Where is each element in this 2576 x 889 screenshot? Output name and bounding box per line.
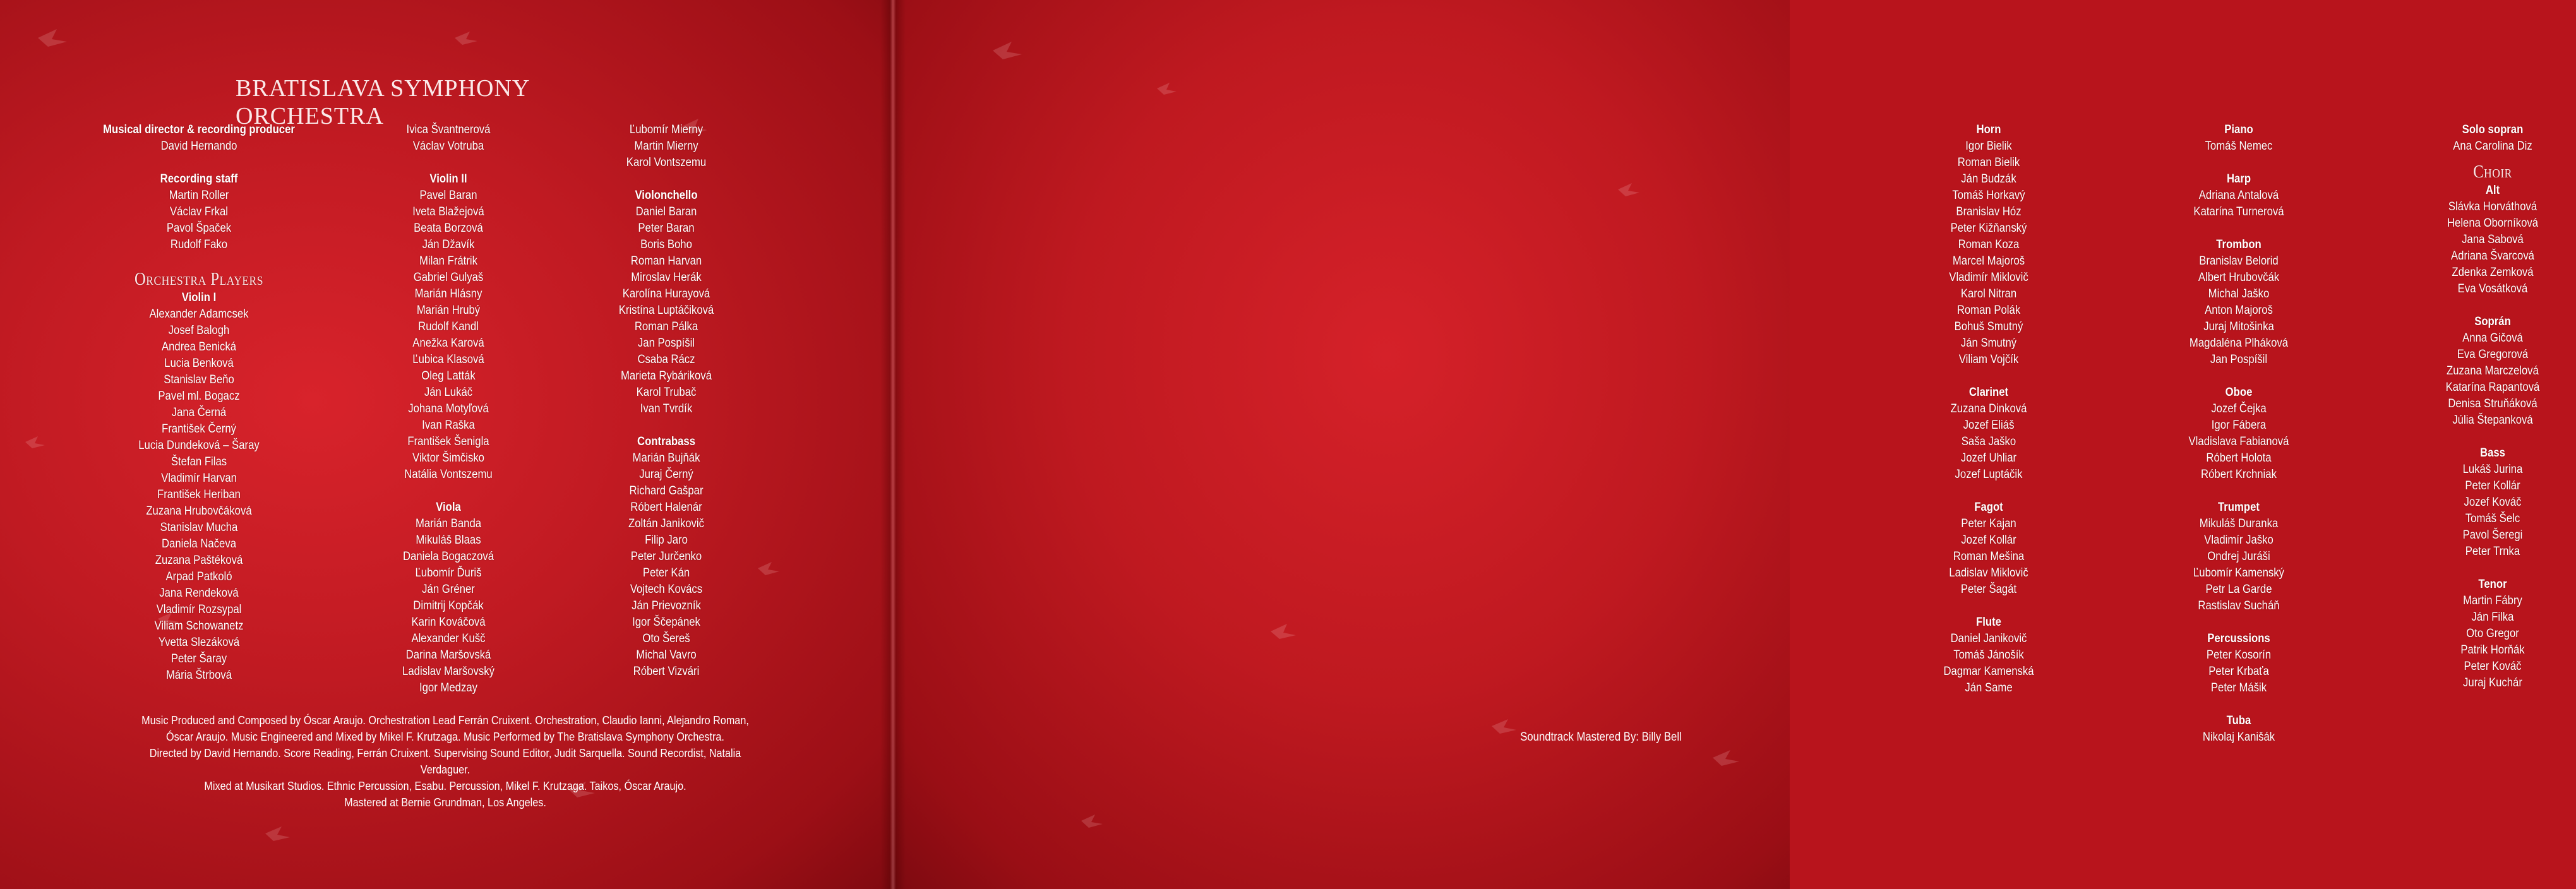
fagot-section bbox=[1905, 499, 2072, 598]
person-name: Daniel Baran bbox=[635, 205, 697, 218]
person-name: Peter Kollár bbox=[2465, 479, 2520, 492]
person-name: Marián Banda bbox=[415, 517, 482, 530]
person-name: Stanislav Beňo bbox=[164, 373, 234, 386]
person-name: Mária Štrbová bbox=[165, 669, 232, 682]
person-name: Pavol Špaček bbox=[166, 222, 232, 235]
solo-sopran-section bbox=[2409, 122, 2576, 155]
person-name: Štefan Filas bbox=[171, 455, 227, 468]
person-name: Peter Baran bbox=[638, 222, 695, 235]
person-name: Johana Motyľová bbox=[408, 402, 489, 415]
person-name: Zdenka Zemková bbox=[2452, 266, 2534, 279]
violin-2-section bbox=[365, 171, 532, 483]
continued-names bbox=[365, 122, 532, 155]
person-name: Michal Vavro bbox=[636, 648, 697, 662]
note-line: Directed by David Hernando. Score Reading, Ferrán Cruixent. Supervising Sound Editor, Judit Sarquella. Sound Recordist, Natalia Verdaguer. bbox=[149, 747, 741, 776]
bird-texture bbox=[892, 0, 1790, 889]
section-heading: Piano bbox=[2224, 123, 2253, 136]
person-name: Tomáš Horkavý bbox=[1952, 189, 2025, 202]
person-name: Petr La Garde bbox=[2205, 583, 2272, 596]
person-name: Eva Vosátková bbox=[2457, 282, 2528, 295]
person-name: Ľubomír Ďuriš bbox=[415, 566, 482, 580]
person-name: Denisa Struňáková bbox=[2448, 397, 2537, 410]
section-heading: Percussions bbox=[2207, 632, 2270, 645]
right-column-2 bbox=[2155, 122, 2322, 746]
person-name: Peter Šagát bbox=[1960, 583, 2017, 596]
section-heading: Musical director & recording producer bbox=[103, 123, 295, 136]
person-name: Kristína Luptáčiková bbox=[618, 304, 714, 317]
person-name: Václav Frkal bbox=[170, 205, 228, 218]
person-name: Vladislava Fabianová bbox=[2188, 435, 2289, 448]
director-section bbox=[90, 122, 307, 155]
person-name: Bohuš Smutný bbox=[1954, 320, 2023, 333]
person-name: Saša Jaško bbox=[1961, 435, 2016, 448]
person-name: Ján Filka bbox=[2471, 611, 2514, 624]
person-name: Rudolf Fako bbox=[170, 238, 228, 251]
person-name: Vojtech Kovács bbox=[630, 583, 703, 596]
note-line: Mixed at Musikart Studios. Ethnic Percussion, Esabu. Percussion, Mikel F. Krutzaga. Taikos, Óscar Araujo. bbox=[204, 780, 686, 792]
section-heading: Contrabass bbox=[637, 435, 695, 448]
person-name: Ľubomír Kamenský bbox=[2193, 566, 2285, 580]
person-name: Iveta Blažejová bbox=[412, 205, 484, 218]
person-name: Marcel Majoroš bbox=[1952, 254, 2025, 268]
person-name: František Šenigla bbox=[407, 435, 489, 448]
person-name: Ján Same bbox=[1965, 681, 2013, 695]
person-name: Vladimír Miklovič bbox=[1949, 271, 2028, 284]
percussions-section bbox=[2155, 631, 2322, 696]
bass-section bbox=[2409, 445, 2576, 560]
person-name: Igor Fábera bbox=[2211, 419, 2267, 432]
note-line: Music Produced and Composed by Óscar Araujo. Orchestration Lead Ferrán Cruixent. Orchestration, Claudio Ianni, Alejandro Roman, bbox=[141, 714, 749, 727]
person-name: Róbert Vizvári bbox=[633, 665, 700, 678]
sopran-section bbox=[2409, 314, 2576, 429]
person-name: Jana Sabová bbox=[2462, 233, 2524, 246]
person-name: Anna Gičová bbox=[2462, 331, 2523, 345]
production-notes bbox=[124, 712, 767, 811]
person-name: Jozef Eliáš bbox=[1963, 419, 2015, 432]
right-column-1 bbox=[1905, 122, 2072, 696]
person-name: Marián Hlásny bbox=[414, 287, 482, 301]
person-name: Zuzana Dinková bbox=[1950, 402, 2027, 415]
person-name: Viliam Schowanetz bbox=[154, 619, 244, 633]
person-name: Martin Mierny bbox=[634, 140, 698, 153]
person-name: Ladislav Maršovský bbox=[402, 665, 494, 678]
name-list bbox=[2155, 516, 2322, 614]
person-name: Adriana Švarcová bbox=[2451, 249, 2534, 263]
person-name: Zoltán Janikovič bbox=[628, 517, 704, 530]
person-name: Milan Frátrik bbox=[419, 254, 477, 268]
name-list bbox=[90, 188, 307, 253]
continued-names bbox=[583, 122, 750, 171]
person-name: David Hernando bbox=[160, 140, 237, 153]
person-name: Boris Boho bbox=[640, 238, 692, 251]
person-name: Anežka Karová bbox=[412, 337, 484, 350]
person-name: Alexander Adamcsek bbox=[149, 307, 249, 321]
orchestra-players-heading: Orchestra Players bbox=[135, 270, 263, 289]
person-name: Vladimír Harvan bbox=[161, 472, 237, 485]
name-list bbox=[1905, 401, 2072, 483]
section-heading: Violonchello bbox=[635, 189, 698, 202]
person-name: Zuzana Paštéková bbox=[155, 554, 243, 567]
person-name: Oto Šereš bbox=[642, 632, 690, 645]
person-name: Igor Bielik bbox=[1965, 140, 2012, 153]
person-name: Magdaléna Plháková bbox=[2189, 337, 2289, 350]
trombon-section bbox=[2155, 237, 2322, 368]
person-name: Karol Vontszemu bbox=[626, 156, 707, 169]
left-column-2 bbox=[365, 122, 532, 696]
person-name: Róbert Halenár bbox=[630, 501, 702, 514]
recording-staff-section bbox=[90, 171, 307, 253]
tenor-section bbox=[2409, 576, 2576, 691]
section-heading: Tenor bbox=[2478, 578, 2507, 591]
section-heading: Violin I bbox=[181, 291, 217, 304]
person-name: Csaba Rácz bbox=[637, 353, 695, 366]
section-heading: Soprán bbox=[2474, 315, 2511, 328]
person-name: Vladimír Rozsypal bbox=[156, 603, 242, 616]
section-heading: Horn bbox=[1976, 123, 2001, 136]
person-name: Pavol Šeregi bbox=[2462, 528, 2523, 542]
person-name: Daniela Bogaczová bbox=[402, 550, 494, 563]
name-list bbox=[2155, 188, 2322, 220]
name-list bbox=[583, 204, 750, 417]
person-name: Róbert Krchniak bbox=[2201, 468, 2277, 481]
person-name: Tomáš Nemec bbox=[2205, 140, 2273, 153]
person-name: Karin Kováčová bbox=[411, 616, 486, 629]
name-list bbox=[2409, 138, 2576, 155]
person-name: Zuzana Marczelová bbox=[2447, 364, 2539, 378]
oboe-section bbox=[2155, 385, 2322, 483]
person-name: Igor Medzay bbox=[419, 681, 477, 695]
person-name: Ivan Raška bbox=[422, 419, 475, 432]
person-name: Slávka Horváthová bbox=[2448, 200, 2537, 213]
tuba-section bbox=[2155, 713, 2322, 746]
person-name: Filip Jaro bbox=[645, 534, 688, 547]
person-name: Lucia Dundeková – Šaray bbox=[138, 439, 260, 452]
person-name: Patrik Horňák bbox=[2460, 643, 2525, 657]
person-name: Roman Koza bbox=[1958, 238, 2020, 251]
section-heading: Fagot bbox=[1974, 501, 2003, 514]
person-name: Mikuláš Duranka bbox=[2199, 517, 2279, 530]
name-list bbox=[2155, 401, 2322, 483]
person-name: Tomáš Jánošík bbox=[1953, 648, 2024, 662]
right-column-3 bbox=[2409, 122, 2576, 691]
person-name: Ladislav Miklovič bbox=[1949, 566, 2028, 580]
person-name: Karol Trubač bbox=[636, 386, 697, 399]
name-list bbox=[90, 306, 307, 684]
person-name: Albert Hrubovčák bbox=[2198, 271, 2280, 284]
person-name: Peter Kán bbox=[642, 566, 690, 580]
person-name: Nikolaj Kanišák bbox=[2202, 731, 2275, 744]
left-page bbox=[0, 0, 892, 889]
person-name: Ján Prievozník bbox=[632, 599, 701, 612]
person-name: Zuzana Hrubovčáková bbox=[146, 504, 252, 518]
clarinet-section bbox=[1905, 385, 2072, 483]
section-heading: Bass bbox=[2480, 446, 2505, 460]
person-name: Jana Černá bbox=[171, 406, 227, 419]
person-name: Ján Lukáč bbox=[424, 386, 473, 399]
person-name: Daniela Načeva bbox=[161, 537, 237, 551]
section-heading: Tuba bbox=[2226, 714, 2251, 727]
person-name: Peter Trnka bbox=[2465, 545, 2520, 558]
section-heading: Solo sopran bbox=[2462, 123, 2524, 136]
left-column-1 bbox=[90, 122, 307, 684]
orchestra-players-section bbox=[90, 270, 307, 684]
name-list bbox=[1905, 138, 2072, 368]
contrabass-section bbox=[583, 434, 750, 680]
person-name: Igor Ščepánek bbox=[632, 616, 700, 629]
section-heading: Recording staff bbox=[160, 172, 238, 186]
name-list bbox=[365, 516, 532, 696]
person-name: Pavel ml. Bogacz bbox=[158, 390, 240, 403]
name-list bbox=[2409, 462, 2576, 560]
mastering-credit: Soundtrack Mastered By: Billy Bell bbox=[1520, 731, 1682, 744]
person-name: Marieta Rybáriková bbox=[620, 369, 712, 383]
person-name: Gabriel Gulyaš bbox=[413, 271, 484, 284]
name-list bbox=[1905, 631, 2072, 696]
person-name: Darina Maršovská bbox=[405, 648, 491, 662]
person-name: Martin Fábry bbox=[2463, 594, 2522, 607]
choir-heading: Choir bbox=[2473, 162, 2512, 182]
viola-section bbox=[365, 499, 532, 696]
person-name: Peter Kajan bbox=[1961, 517, 2016, 530]
person-name: Peter Mášik bbox=[2210, 681, 2267, 695]
name-list bbox=[2155, 647, 2322, 696]
person-name: František Černý bbox=[161, 422, 237, 436]
person-name: Vladimír Jaško bbox=[2204, 534, 2273, 547]
section-heading: Alt bbox=[2485, 184, 2500, 197]
person-name: Ivan Tvrdík bbox=[640, 402, 693, 415]
person-name: Yvetta Slezáková bbox=[158, 636, 240, 649]
person-name: Oto Gregor bbox=[2466, 627, 2519, 640]
person-name: Jozef Luptáčik bbox=[1955, 468, 2023, 481]
person-name: Ján Gréner bbox=[422, 583, 475, 596]
person-name: Viliam Vojčík bbox=[1958, 353, 2019, 366]
note-line: Mastered at Bernie Grundman, Los Angeles. bbox=[344, 796, 546, 809]
person-name: Ivica Švantnerová bbox=[406, 123, 491, 136]
piano-section bbox=[2155, 122, 2322, 155]
person-name: Roman Bielik bbox=[1957, 156, 2020, 169]
name-list bbox=[1905, 516, 2072, 598]
person-name: Branislav Belorid bbox=[2199, 254, 2279, 268]
name-list bbox=[2409, 330, 2576, 429]
person-name: Róbert Holota bbox=[2206, 451, 2272, 465]
person-name: Juraj Kuchár bbox=[2463, 676, 2522, 689]
person-name: Jana Rendeková bbox=[159, 587, 239, 600]
person-name: Václav Votruba bbox=[412, 140, 484, 153]
person-name: Karol Nitran bbox=[1960, 287, 2017, 301]
name-list bbox=[365, 188, 532, 483]
person-name: Anton Majoroš bbox=[2205, 304, 2273, 317]
person-name: Ján Budzák bbox=[1961, 172, 2016, 186]
person-name: Branislav Hóz bbox=[1956, 205, 2022, 218]
person-name: Ján Smutný bbox=[1960, 337, 2017, 350]
section-heading: Clarinet bbox=[1968, 386, 2009, 399]
person-name: Rastislav Sucháň bbox=[2198, 599, 2280, 612]
name-list bbox=[583, 122, 750, 171]
person-name: Peter Krbaťa bbox=[2208, 665, 2269, 678]
person-name: Natália Vontszemu bbox=[404, 468, 493, 481]
name-list bbox=[583, 450, 750, 680]
person-name: Rudolf Kandl bbox=[418, 320, 479, 333]
person-name: Juraj Černý bbox=[639, 468, 693, 481]
person-name: Dagmar Kamenská bbox=[1943, 665, 2034, 678]
person-name: Júlia Štepanková bbox=[2452, 414, 2533, 427]
person-name: Peter Kosorín bbox=[2206, 648, 2272, 662]
person-name: Marián Hrubý bbox=[416, 304, 481, 317]
person-name: Peter Jurčenko bbox=[630, 550, 702, 563]
person-name: Josef Balogh bbox=[168, 324, 230, 337]
person-name: Michal Jaško bbox=[2208, 287, 2270, 301]
person-name: Katarína Rapantová bbox=[2445, 381, 2540, 394]
section-heading: Viola bbox=[436, 501, 461, 514]
person-name: Jan Pospíšil bbox=[637, 337, 695, 350]
person-name: Tomáš Šelc bbox=[2465, 512, 2520, 525]
harp-section bbox=[2155, 171, 2322, 220]
person-name: Peter Kováč bbox=[2464, 660, 2522, 673]
person-name: Ľubica Klasová bbox=[412, 353, 484, 366]
person-name: Beata Borzová bbox=[414, 222, 483, 235]
section-heading: Violin II bbox=[429, 172, 467, 186]
left-column-3 bbox=[583, 122, 750, 680]
person-name: Jozef Čejka bbox=[2211, 402, 2267, 415]
person-name: Jan Pospíšil bbox=[2210, 353, 2268, 366]
person-name: Stanislav Mucha bbox=[160, 521, 238, 534]
person-name: Jozef Uhliar bbox=[1960, 451, 2017, 465]
person-name: Roman Pálka bbox=[634, 320, 698, 333]
person-name: Roman Harvan bbox=[630, 254, 702, 268]
person-name: Mikuláš Blaas bbox=[416, 534, 481, 547]
alt-section bbox=[2409, 162, 2576, 297]
person-name: Richard Gašpar bbox=[629, 484, 704, 498]
person-name: Oleg Latták bbox=[421, 369, 476, 383]
person-name: Eva Gregorová bbox=[2457, 348, 2529, 361]
orchestra-title: BRATISLAVA SYMPHONY ORCHESTRA bbox=[236, 75, 529, 129]
person-name: Katarína Turnerová bbox=[2193, 205, 2284, 218]
person-name: Pavel Baran bbox=[419, 189, 477, 202]
person-name: Juraj Mitošinka bbox=[2203, 320, 2274, 333]
person-name: Dimitrij Kopčák bbox=[413, 599, 484, 612]
section-heading: Trombon bbox=[2216, 238, 2261, 251]
trumpet-section bbox=[2155, 499, 2322, 614]
name-list bbox=[2155, 729, 2322, 746]
person-name: Peter Šaray bbox=[171, 652, 227, 665]
person-name: Martin Roller bbox=[169, 189, 229, 202]
person-name: Ondrej Juráši bbox=[2207, 550, 2270, 563]
name-list bbox=[2409, 199, 2576, 297]
person-name: Ján Džavík bbox=[422, 238, 475, 251]
person-name: Ľubomír Mierny bbox=[629, 123, 704, 136]
name-list bbox=[90, 138, 307, 155]
section-heading: Oboe bbox=[2225, 386, 2253, 399]
person-name: Viktor Šimčisko bbox=[412, 451, 484, 465]
person-name: Jozef Kollár bbox=[1961, 534, 2016, 547]
person-name: Helena Oborníková bbox=[2447, 217, 2539, 230]
booklet-fold bbox=[880, 0, 906, 889]
note-line: Óscar Araujo. Music Engineered and Mixed by Mikel F. Krutzaga. Music Performed by The Bratislava Symphony Orchestra. bbox=[166, 731, 724, 743]
person-name: Roman Mešina bbox=[1953, 550, 2025, 563]
name-list bbox=[2409, 593, 2576, 691]
person-name: Lukáš Jurina bbox=[2462, 463, 2523, 476]
right-page bbox=[892, 0, 2540, 889]
person-name: Ana Carolina Diz bbox=[2453, 140, 2532, 153]
person-name: Daniel Janikovič bbox=[1950, 632, 2027, 645]
person-name: František Heriban bbox=[157, 488, 241, 501]
section-heading: Flute bbox=[1976, 616, 2001, 629]
person-name: Marián Bujňák bbox=[632, 451, 700, 465]
name-list bbox=[2155, 138, 2322, 155]
person-name: Andrea Benická bbox=[161, 340, 237, 354]
person-name: Jozef Kováč bbox=[2464, 496, 2522, 509]
violonchello-section bbox=[583, 188, 750, 417]
person-name: Alexander Kušč bbox=[411, 632, 486, 645]
name-list bbox=[365, 122, 532, 155]
section-heading: Trumpet bbox=[2218, 501, 2260, 514]
person-name: Karolína Hurayová bbox=[622, 287, 710, 301]
person-name: Miroslav Herák bbox=[631, 271, 702, 284]
name-list bbox=[2155, 253, 2322, 368]
horn-section bbox=[1905, 122, 2072, 368]
person-name: Roman Polák bbox=[1956, 304, 2021, 317]
person-name: Lucia Benková bbox=[164, 357, 234, 370]
flute-section bbox=[1905, 614, 2072, 696]
person-name: Peter Kižňanský bbox=[1950, 222, 2027, 235]
section-heading: Harp bbox=[2226, 172, 2251, 186]
person-name: Arpad Patkoló bbox=[165, 570, 232, 583]
person-name: Adriana Antalová bbox=[2198, 189, 2279, 202]
